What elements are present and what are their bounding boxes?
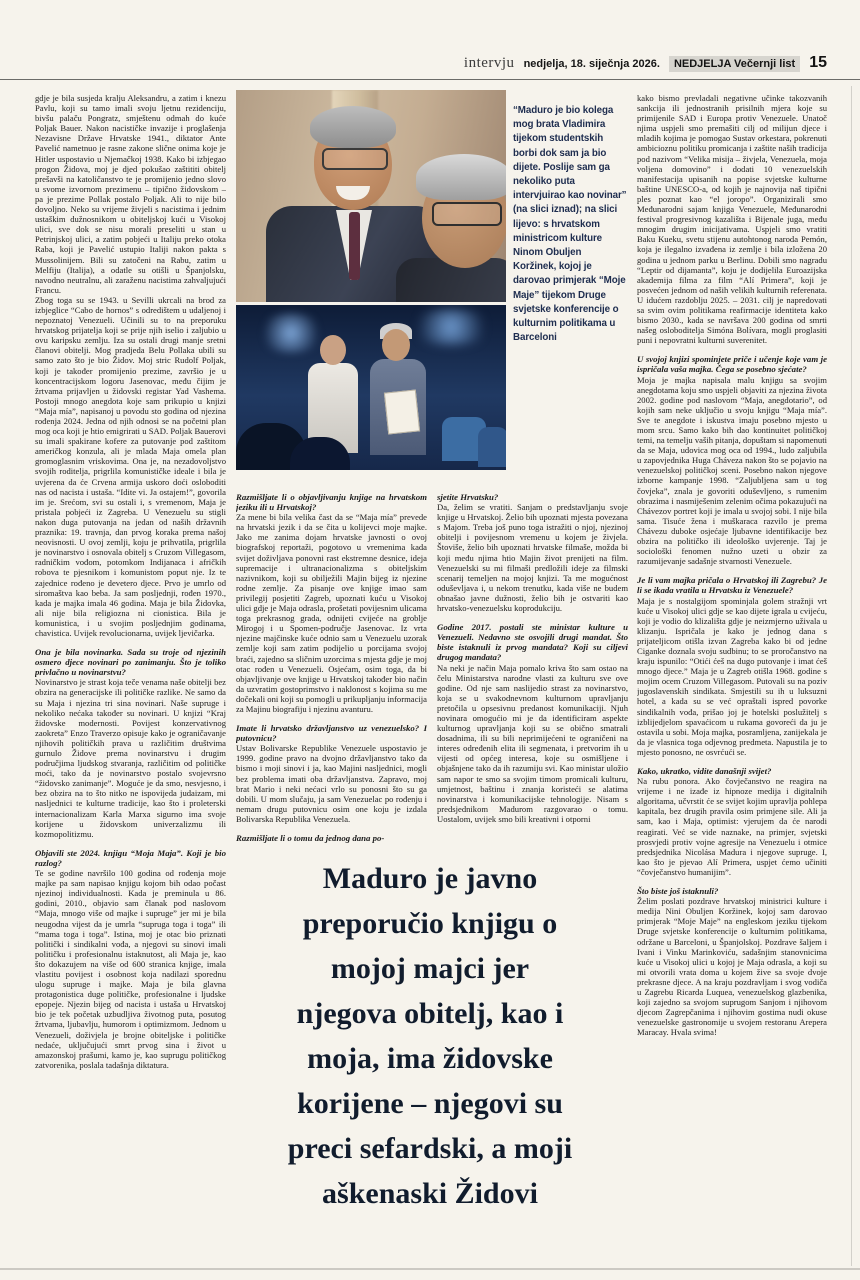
maduro-tie xyxy=(349,212,360,280)
issue-date: nedjelja, 18. siječnja 2026. xyxy=(523,58,660,70)
audience-chair xyxy=(478,427,506,467)
article-paragraph: Te se godine navršilo 100 godina od rođenja moje majke pa sam napisao knjigu kojom bih odao počast njezinoj individualnosti. Kada je preminula u 86. godini, 2010., objavio sam članak pod naslovom “Maja, mnogo više od majke i supruge” jer mi je bila neugodna vijest da je umrla “supruga toga i toga” ili “mama toga i toga”. Istina, moj je otac bio priznati politički i sindikalni vođa, a njegovi su sinovi imali političku i profesionalnu istaknutost, ali Maja je, kao što dokazujem na više od 600 stranica knjige, imala vlastitu povijest i osobnost koja nadilazi sporednu ulogu supruge i majke. Maja je bila glavna protagonistica duge političke, profesionalne i ljudske epopeje. Njezin bijeg od nacista i ustaša u Hrvatskoj bio je tek početak uzbudljiva životnog puta, posutog žrtvama, ljubavlju, humorom i optimizmom. Jednom u Venezueli, doživjela je brojne obiteljske i političke nedaće, uključujući smrt prvog sina i život u amazonskoj prašumi, kamo je, kao suprugu političkog zatvorenika, poslala tadašnja diktatura. xyxy=(35,868,226,1070)
stage-light xyxy=(256,313,326,353)
article-paragraph: Da, želim se vratiti. Sanjam o predstavljanju svoje knjige u Hrvatskoj. Želio bih upoznati mjesta povezana s Majom. Treba još puno toga istražiti o njoj, njezinoj obitelji i povijesnom vremenu u kojem je živjela. Štoviše, želio bih upoznati hrvatske filmaše, možda bi koji među njima htio Majin život prenijeti na film. Venezuelski su mi filmaši predložili ideje za filmski scenarij temeljen na mojoj knjizi. Ta me mogućnost oduševljava i, u nekom trenutku, kada više ne budem obnašao javne dužnosti, želio bih je ostvariti kao hrvatsko-venezuelsku koprodukciju. xyxy=(437,502,628,614)
maduro-glasses xyxy=(322,148,388,170)
article-paragraph: Maja je s nostalgijom spominjala golem stražnji vrt kuće u Visokoj ulici gdje se kao dijete igrala u cvijeću, koji je vodio do klizališta gdje je neizmjerno uživala u klizanju. Ispričala je kako je jednog dana s prijateljicom otišla izvan Zagreba kako bi od jedne Ciganke doznala svoju sudbinu; to se proročanstvo na kraju ispunilo: “Otići ćeš na dugo putovanje i imat ćeš mnogo djece.” Maja je u Zagreb otišla 1968. godine s mojim ocem Cruzom Villegasom. Putovali su na poziv jugoslavenskih sindikata. Smjestili su ih u luksuzni hotel, a kada su se već opraštali ispred povorke sindikalnih vođa, prišao joj je hotelski poslužitelj s izblijedjelom spavaćicom u rukama govoreći da ju je ostavila u sobi. Moja majka, posramljena, zanijekala je da je vlasnica toga odjevnog predmeta. Napustila je to mjesto ponosno, ne osvrćući se. xyxy=(637,595,827,757)
page-number: 15 xyxy=(809,54,827,71)
article-paragraph: Na rubu ponora. Ako čovječanstvo ne reagira na vrijeme i ne izađe iz hipnoze medija i digitalnih algoritama, učvrstit će se svijet kojim upravlja pohlepa kapitala, bez drugih pravila osim primjene sile. Ali ja sam, kao i Maja, optimist: vjerujem da će narodi reagirati. Već se vide naznake, na primjer, svjetski prosvjedi protiv vojne agresije na Venezuelu i otmice predsjednika Nicolása Madura i njegove supruge. I, kao što je pjevao Alí Primera, uspjet ćemo učiniti “čovječanstvo humanijim”. xyxy=(637,776,827,877)
interview-question: Imate li hrvatsko državljanstvo uz venezuelsko? I putovnicu? xyxy=(236,723,427,744)
interview-question: Objavili ste 2024. knjigu “Moja Maja”. Koji je bio razlog? xyxy=(35,847,226,868)
section-kicker: intervju xyxy=(463,55,515,71)
masthead: NEDJELJA Večernji list xyxy=(669,56,800,72)
interview-question: U svojoj knjizi spominjete priče i učenje koje vam je ispričala vaša majka. Čega se posebno sjećate? xyxy=(637,354,827,375)
interview-question: Razmišljate li o tomu da jednog dana po- xyxy=(236,833,385,843)
interview-question: Razmišljate li o objavljivanju knjige na hrvatskom jeziku ili u Hrvatskoj? xyxy=(236,492,427,513)
interview-question: Kako, ukratko, vidite današnji svijet? xyxy=(637,766,772,776)
author-face xyxy=(382,329,410,361)
interview-question: Ona je bila novinarka. Sada su troje od njezinih osmero djece novinari po zanimanju. Što je toliko privlačno u novinarstvu? xyxy=(35,647,226,678)
article-column-2 xyxy=(236,483,427,854)
maduro-hair xyxy=(310,106,396,148)
page-bottom-line xyxy=(0,1268,860,1270)
article-column-1 xyxy=(35,93,226,1187)
maduro-selfie-photo xyxy=(236,90,506,302)
article-paragraph: Ustav Bolivarske Republike Venezuele uspostavio je 1999. godine pravo na dvojno državljanstvo tako da bismo i moji sinovi i ja, kao Majini nasljednici, mogli bez problema imati oba državljanstva. Zapravo, moj brat Mario i neki nećaci vrlo su ponosni što su ga dobili. U mom slučaju, ja sam Venezuelac po rođenju i nemam drugu putovnicu osim one koju je izdala Bolivarska Republika Venezuela. xyxy=(236,743,427,824)
article-paragraph: Želim poslati pozdrave hrvatskoj ministrici kulture i medija Nini Obuljen Koržinek, kojoj sam darovao primjerak “Moje Maje” na engleskom jeziku tijekom Druge svjetske konferencije o kulturnim politikama, održane u Barceloni, u Španjolskoj. Pozdrave šaljem i Ivani i Vinku Marinkoviću, sadašnjim stanovnicima kuće u Visokoj ulici u kojoj je Maja odrasla, a koji su mi otvorili vrata doma u kojem žive sa svoje dvoje prekrasne djece. A na kraju pozdravljam i svog vodiča u Zagrebu Ricarda Luquea, venezuelskog glazbenika, koji zajedno sa svojom suprugom Sanjom i njihovom djecom Zagrepčanima i njihovim gostima nudi okuse venezuelske gastronomije u svojem restoranu Arepera Maracay. Hvala svima! xyxy=(637,896,827,1038)
interview-question: sjetite Hrvatsku? xyxy=(437,492,499,502)
article-paragraph: Moja je majka napisala malu knjigu sa svojim anegdotama koju smo uspjeli objaviti za njezina života 2002. godine pod naslovom “Maja, anegdotario”, od kojih sam neke uključio u svoju knjigu “Maja mía”. Sve te anegdote i iskustva imaju posebno mjesto u mom srcu. Samo kako bih dao kontinuitet političkoj temi, na temelju vaših pitanja, dopuštam si napomenuti da se Maja, udovica mog oca od 1994., ludo zaljubila u zapovjednika Huga Cháveza nakon što se pojavio na venezuelskoj političkoj sceni. Posebno nakon njegove izborne kampanje 1998. “Zaljubljena sam u tog čovjeka”, znala je govoriti oduševljeno, s rumenim obrazima i nasmiješenim zelenim očima pokazujući na Chávezov portret koji je imala u svojoj sobi. I nije bila sama. Tisuće žena i muškaraca razvilo je prema Chávezu duboke osjećaje ljubavne identifikacije bez obzira na političko ili ideološko uvjerenje. Taj je sociološki fenomen nužno uzeti u obzir za razumijevanje sadašnje stvarnosti Venezuele. xyxy=(637,374,827,567)
interview-question: Što biste još istaknuli? xyxy=(637,886,719,897)
article-column-4 xyxy=(637,93,827,1267)
article-paragraph: Zbog toga su se 1943. u Sevilli ukrcali na brod za izbjeglice “Cabo de hornos” s odredištem u udaljenoj i nepoznatoj Venezueli. Učinili su to na preporuku hrvatskog prijatelja koji se prije njih iselio i zaljubio u ovu karipsku zemlju. Iza su ostali drugi manje sretni članovi obitelji. Mog pradjeda Belu Pollaka ubili su samo zato što je bio Židov. Moj stric Rudolf Poljak, koji je također promijenio prezime, završio je u koncentracijskom logoru Jasenovac, među čijim je žrtvama prijavljen u židovski registar Yad Vashema. Postoji mnogo anegdota koje sam prikupio u knjizi “Maja mía”, napisanoj u povodu sto godina od njezina rođenja 2024. Jedna od njih odnosi se na početni plan mog oca koji je htio emigrirati u SAD. Poljak Bauerovi su imali spakirane kofere za putovanje pod zaštitom američkog konzula, ali je mlada Maja omela plan gromoglasnim vriskovima. Ona je, na nezadovoljstvo svojih roditelja, prigrlila komunističke ideale i bila je uvjerena da će Crvena armija uskoro doći osloboditi nas od nacista i ustaša. “Idite vi. Ja ostajem!”, govorila im je. Srećom, svi su ostali i, s vremenom, Maja je pristala pobjeći iz Zagreba. U Venezuelu su stigli nakon duga putovanja na jedan od naših državnih praznika: 19. travnja, dan prvog koraka prema našoj neovisnosti. U ovoj zemlji, koju je prihvatila, prigrlila je novinarstvo i osnovala obitelj s Cruzom Villegasom, radničkim vođom, potomkom Indijanaca i afričkih robova te pjesnikom i komunistom poput nje. Iz te zajednice rođeno je devetero djece. Prvo je umrlo od siromaštva kao beba. Ja sam posljednji, rođen 1970., kada je majka imala 46 godina. Maja je bila Židovka, ali nije bila religiozna ni cionistica. Bila je komunistica, i u svojim posljednjim godinama, chavistica. Uvijek revolucionarna, uvijek ljevičarka. xyxy=(35,294,226,638)
interviewer-hair xyxy=(416,154,506,200)
page-edge-line xyxy=(851,86,852,1266)
stage-light xyxy=(406,309,496,345)
book-gift xyxy=(384,389,420,434)
photo-caption: “Maduro je bio kolega mog brata Vladimira tijekom studentskih borbi dok sam ja bio dijete. Poslije sam ga nekoliko puta intervjuirao kao novinar” (na slici iznad); na slici lijevo: s hrvatskom ministricom kulture Ninom Obuljen Koržinek, kojoj je darovao primjerak “Moje Maje” tijekom Druge svjetske konferencije o kulturnim politikama u Barceloni xyxy=(513,105,627,344)
interview-question: Godine 2017. postali ste ministar kulture u Venezueli. Nedavno ste osvojili drugi mandat. Što biste istaknuli iz prvog mandata? Koji su ciljevi drugog mandata? xyxy=(437,622,628,663)
conference-with-culture-minister-photo xyxy=(236,305,506,470)
article-column-3 xyxy=(437,483,628,854)
article-paragraph: gdje je bila susjeda kralju Aleksandru, a zatim i knezu Pavlu, koji su tamo imali svoju ljetnu rezidenciju, bivšu palaču Pongratz, smještenu odmah do kuće Poljak Bauer. Nakon nacističke invazije i proglašenja Nezavisne Države Hrvatske 1941., diktator Ante Pavelić nametnuo je rasne zakone slične onima koje je Hitler uspostavio u Njemačkoj 1938. Kako bi izbjegao progon Židova, moj je djed pokušao zaštititi obitelj prešavši na katoličanstvo te je promijenio jedno slovo u svome izvornom prezimenu – tipično židovskom – pa je prezime Pollak postalo Poljak. Ali to nije bilo dovoljno. Neko su vrijeme živjeli s nacistima i jednim ustaškim dužnosnikom u obiteljskoj kući u Visokoj ulici, sve dok se nisu morali preseliti u stan u Petrinjskoj ulici, a zatim pobjeći u Italiju preko otoka Raba, koji je Pavelić ustupio Italiji nakon pakta s Mussolinijem. Bili su zatočeni na Rabu, zatim u Melfiju (Italija), a odatle su otišli u Španjolsku, navodno neutralnu, ali zaraženu nacistima zahvaljujući Francu. xyxy=(35,93,226,295)
article-paragraph: Na neki je način Maja pomalo kriva što sam ostao na čelu Ministarstva narodne vlasti za kulturu sve ove godine. Od nje sam naslijedio strast za novinarstvo, koja se u svakodnevnom kulturnom upravljanju pretočila u opsesivnu predanost komunikaciji. Njuh novinara omogućio mi je da identificiram aspekte kulturnog upravljanja koji su se obično smatrali dosadnima, ili su bili neprimijećeni te ograničeni na interes određenih elita ili segmenata, i pretvorim ih u vijesti od općeg interesa, koje su osmišljene i objašnjene tako da ih razumiju svi. Kao ministar uložio sam napor te smo sa svojim timom promicali kulturu, umjetnost, baštinu i znanja koristeći se alatima novinarstva i komunikacijske tehnologije. Nisam s predsjednikom Madurom razgovarao o tomu. Uostalom, uvijek smo bili kreativni i otporni xyxy=(437,662,628,824)
minister-face xyxy=(320,335,346,365)
article-paragraph: Novinarstvo je strast koja teče venama naše obitelji bez obzira na generacijske ili političke razlike. Ne samo da su Maja i njezina tri sina novinari. Naše supruge i nekoliko nećaka također su novinari. U knjizi “Kraj židovske modernosti. Povijest konzervativnog zaokreta” Enzo Traverzo opisuje kako je ograničavanje njihovih političkih prava u različitim društvima gurnulo Židove prema novinarstvu i drugim područjima ljudskog stvaranja, različitim od političke moći, tako da je novinarstvo postalo svojevrsno “židovsko zanimanje”. Moguće je da smo, nesvjesno, i bez obzira na to što nitko ne ispovijeda judaizam, mi nasljednici te kulturne tradicije, kao što i proleterski internacionalizam Karla Marxa sigurno ima svoje korijene u židovskom univerzalizmu ili kozmopolitizmu. xyxy=(35,677,226,839)
article-paragraph: kako bismo prevladali negativne učinke takozvanih sankcija ili jednostranih prisilnih mjera koje su primijenile SAD i Europa protiv Venezuele. Unatoč njima uspjeli smo premašiti cilj od milijun djece i mladih kojima je pomogao Sustav orkestara, pokrenuti ambicioznu politiku promicanja i zaštite naših tradicija pod nazivom “Velika misija – živjela, Venezuela, moja voljena domovino” i dodati 10 venezuelskih manifestacija upisanih na popise svjetske kulturne baštine UNESCO-a, od kojih je najnovija naš tipični ples poznat kao “el joropo”. Organizirali smo Međunarodni sajam knjiga Venezuele, Međunarodni festival progresivnog kazališta i Bijenale juga, među mnogim drugim inicijativama. Uspjeli smo vratiti Baku Kueku, svetu stijenu autohtonog naroda Pemón, koja je ilegalno izvađena iz zemlje i bila izložena 20 godina u jednom parku u Berlinu. Dobili smo nagradu “Leptir od dijamanta”, koju je dodijelila Euroazijska akademija filma za film “Alí Primera”, koji je posvećen jednom od naših velikih kulturnih referenata. U idućem razdoblju 2025. – 2031. cilj je napredovati sa svim ovim politikama reafirmacije identiteta kako bismo 2030., kada se navršava 200 godina od smrti našeg osloboditelja Simóna Bolívara, mogli proglasiti puni i nepovratni kulturni suverenitet. xyxy=(637,93,827,346)
interviewer-glasses xyxy=(432,202,502,226)
page-header xyxy=(464,54,827,72)
interview-question: Je li vam majka pričala o Hrvatskoj ili Zagrebu? Je li se ikada vratila u Hrvatsku iz Venezuele? xyxy=(637,575,827,596)
pull-quote: Maduro je javno preporučio knjigu o mojoj majci jer njegova obitelj, kao i moja, ima židovske korijene – njegovi su preci sefardski, a moji aškenaski Židovi xyxy=(287,862,573,1210)
header-rule xyxy=(0,79,860,80)
article-paragraph: Za mene bi bila velika čast da se “Maja mía” prevede na hrvatski jezik i da se čita u kolijevci moje majke. Jako me zanima dojam hrvatske javnosti o ovoj biografskoj reportaži, pogotovo u vremenima kada svijet doživljava ponovni rast ekstremne desnice, ideja supremacije i ultranacionalizma s obiteljskim nazivnikom, koji su obilježili Majin bijeg iz njezine rodne zemlje. Za pisanje ove knjige imao sam privilegij posjetiti Zagreb, upoznati kuću u Visokoj ulici gdje je Maja odrasla, prošetati povijesnim ulicama toga prekrasnog grada, odnijeti cvijeće na groblje Mirogoj i u Spomen-područje Jasenovac. Iz vrta njezine majčinske kuće odnio sam u Venezuelu uzorak zemlje koji sam zatim podijelio u porcijama svojoj braći, zajedno sa sličnim uzorcima s mjesta gdje je moj otac rođen u Venezueli. Osjećam, osim toga, da bi objavljivanje ove knjige u Hrvatskoj također bio način da uzvratim gostoprimstvo i naklonost s kojima su me dočekali oni koji su pomogli u prikupljanju informacija za Majinu biografiju i njezinu avanturu. xyxy=(236,512,427,714)
